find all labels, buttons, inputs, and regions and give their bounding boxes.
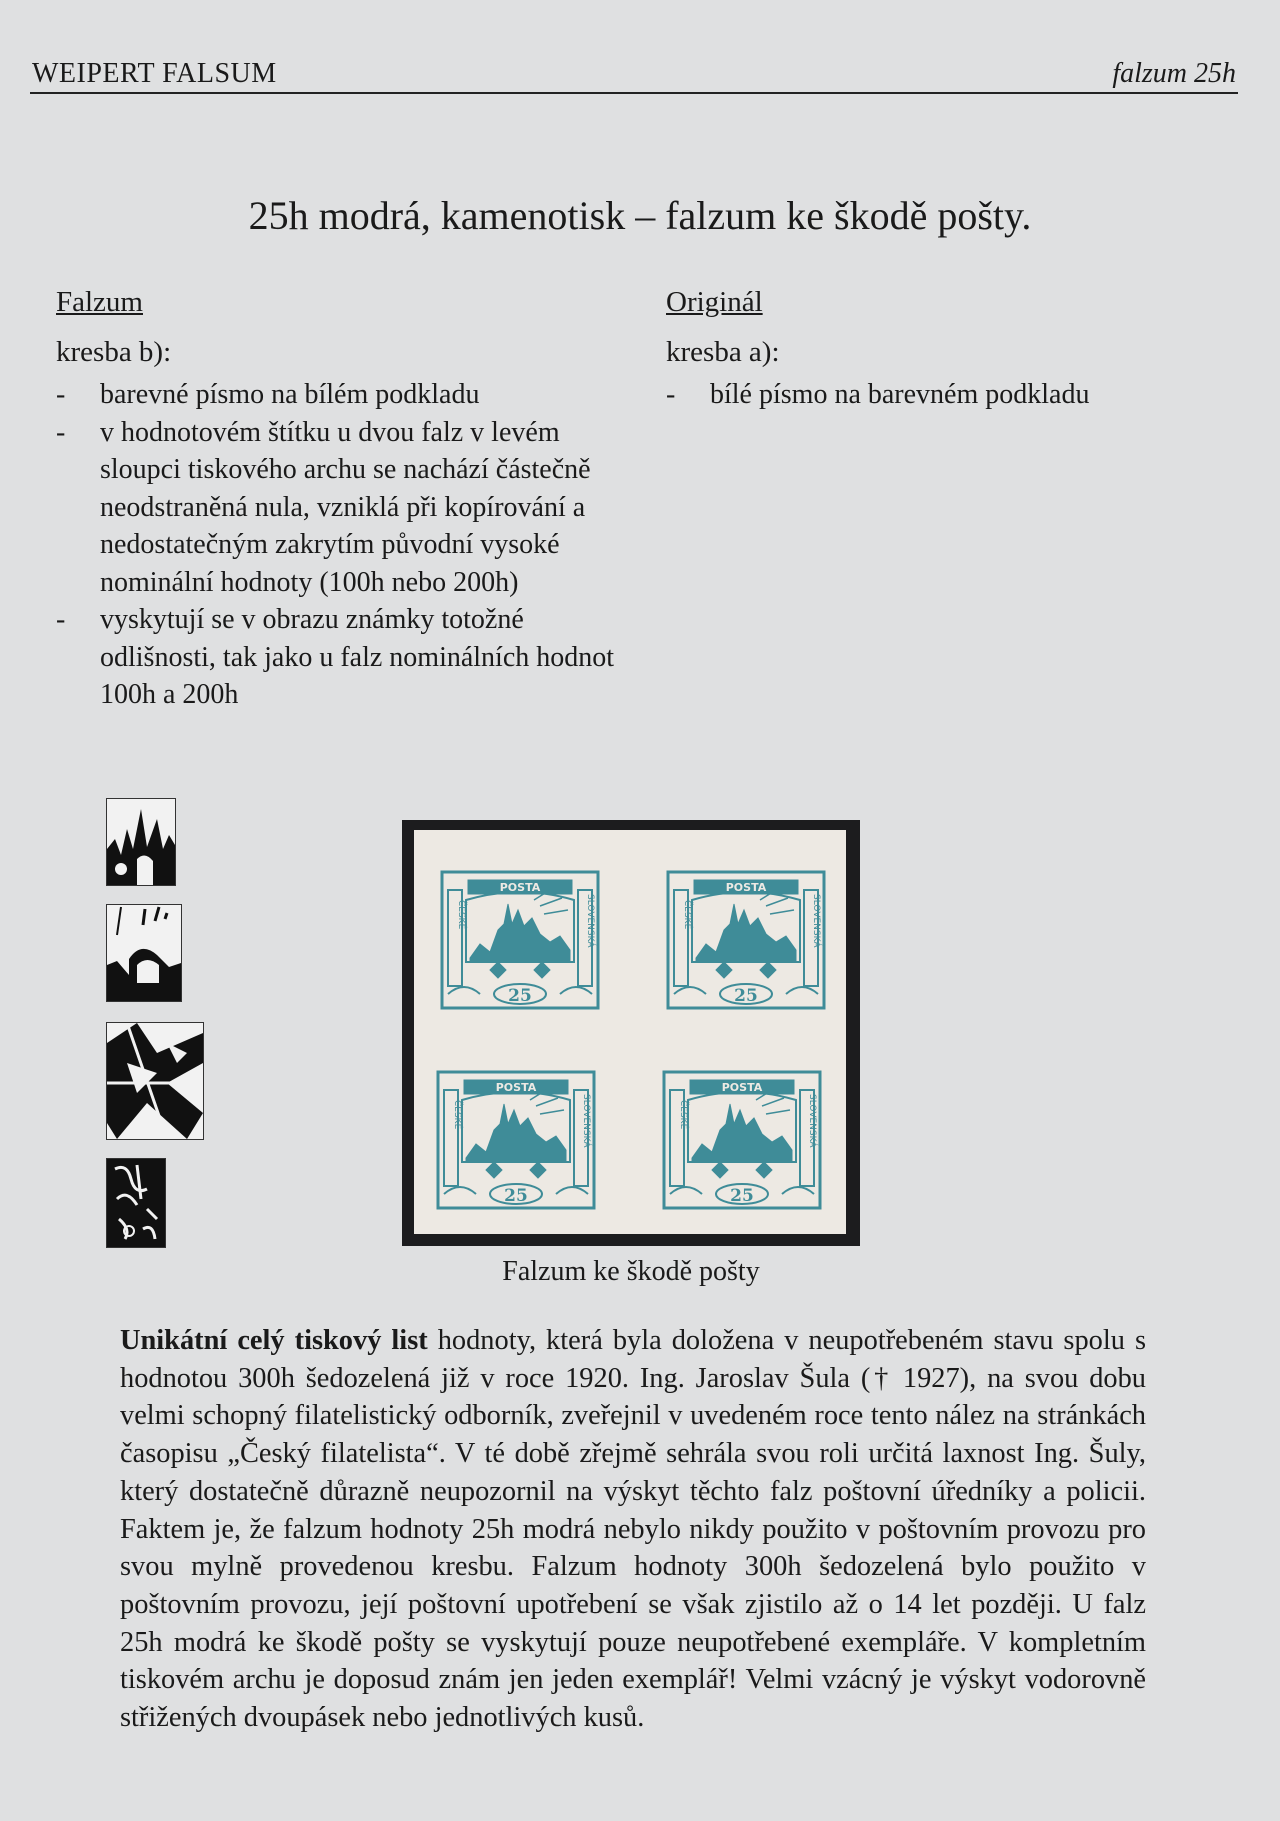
stamp-left-label: ČESKÉ bbox=[678, 1100, 688, 1130]
list-item: - bílé písmo na barevném podkladu bbox=[666, 376, 1186, 414]
image-caption: Falzum ke škodě pošty bbox=[502, 1256, 760, 1287]
stamp-left-label: ČESKÉ bbox=[456, 900, 466, 930]
detail-image-1 bbox=[106, 798, 176, 886]
stamp-left-label: ČESKÉ bbox=[452, 1100, 462, 1130]
stamp bbox=[440, 870, 600, 1017]
stamp-value: 25 bbox=[508, 986, 532, 1006]
stamp-top-label: POSTA bbox=[721, 1081, 763, 1094]
detail-image-2 bbox=[106, 904, 182, 1002]
stamp-right-label: SLOVENSKÁ bbox=[807, 1094, 817, 1148]
stamp bbox=[666, 870, 826, 1017]
original-kresba: kresba a): bbox=[666, 336, 780, 368]
paragraph-text: hodnoty, která byla doložena v neupotřebeném stavu spolu s hodnotou 300h šedozelená již v roce 1920. Ing. Jaroslav Šula († 1927), na svou dobu velmi schopný filatelistický odborník, zveřejnil v uvedeném roce tento nález na stránkách časopisu „Český filatelista“. V té době zřejmě sehrála svou roli určitá laxnost Ing. Šuly, který dostatečně důrazně neupozornil na výskyt těchto falz poštovní úředníky a policii. Faktem je, že falzum hodnoty 25h modrá nebylo nikdy použito v poštovním provozu pro svou mylně provedenou kresbu. Falzum hodnoty 300h šedozelená bylo použito v poštovním provozu, její poštovní upotřebení se však zjistilo až o 14 let později. U falz 25h modrá ke škodě pošty se vyskytují pouze neupotřebené exempláře. V kompletním tiskovém archu je doposud znám jen jeden exemplář! Velmi vzácný je výskyt vodorovně střižených dvoupásek nebo jednotlivých kusů. bbox=[120, 1325, 1147, 1734]
list-item: - barevné písmo na bílém podkladu bbox=[56, 376, 616, 414]
stamp-top-label: POSTA bbox=[495, 1081, 537, 1094]
detail-image-4 bbox=[106, 1158, 166, 1248]
list-item: - vyskytují se v obrazu známky totožné odlišnosti, tak jako u falz nominálních hodnot 100h a 200h bbox=[56, 601, 616, 714]
header-title: WEIPERT FALSUM bbox=[32, 58, 277, 89]
paragraph-lead: Unikátní celý tiskový list bbox=[120, 1325, 428, 1356]
original-heading: Originál bbox=[666, 286, 763, 318]
stamp-value: 25 bbox=[504, 1186, 528, 1206]
stamp-sheet bbox=[414, 830, 846, 1234]
falzum-kresba: kresba b): bbox=[56, 336, 172, 368]
falzum-heading: Falzum bbox=[56, 286, 143, 318]
stamp bbox=[662, 1070, 822, 1217]
falzum-bullets bbox=[56, 376, 616, 714]
stamp-top-label: POSTA bbox=[725, 881, 767, 894]
body-paragraph bbox=[120, 1322, 1146, 1737]
stamp-value: 25 bbox=[734, 986, 758, 1006]
list-item: - v hodnotovém štítku u dvou falz v levém sloupci tiskového archu se nachází částečně neodstraněná nula, vzniklá při kopírování a nedostatečným zakrytím původní vysoké nominální hodnoty (100h nebo 200h) bbox=[56, 414, 616, 602]
stamp-right-label: SLOVENSKÁ bbox=[811, 894, 821, 948]
page-title: 25h modrá, kamenotisk – falzum ke škodě pošty. bbox=[248, 193, 1032, 238]
stamp-value: 25 bbox=[730, 1186, 754, 1206]
original-bullets bbox=[666, 376, 1186, 414]
stamp bbox=[436, 1070, 596, 1217]
stamp-left-label: ČESKÉ bbox=[682, 900, 692, 930]
stamp-right-label: SLOVENSKÁ bbox=[585, 894, 595, 948]
header-page-label: falzum 25h bbox=[1112, 58, 1236, 89]
detail-image-3 bbox=[106, 1022, 204, 1140]
page-header bbox=[30, 56, 1238, 94]
stamp-right-label: SLOVENSKÁ bbox=[581, 1094, 591, 1148]
stamp-sheet-frame bbox=[402, 820, 860, 1246]
stamp-top-label: POSTA bbox=[499, 881, 541, 894]
